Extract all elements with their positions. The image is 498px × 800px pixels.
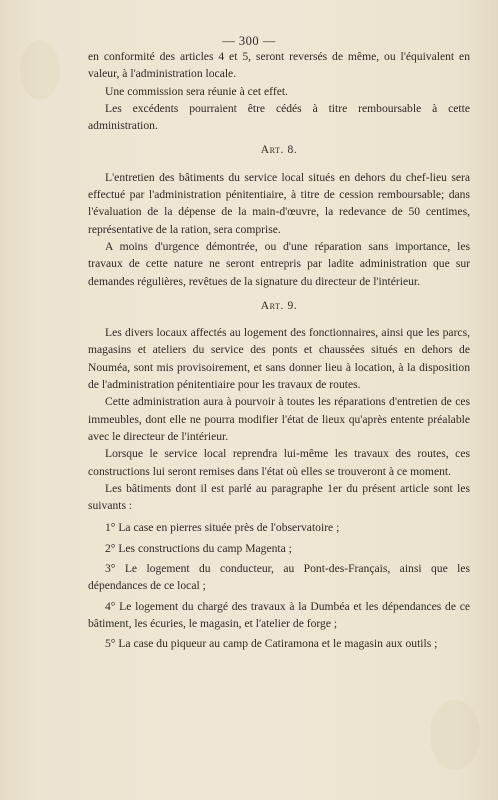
paragraph: Cette administration aura à pourvoir à toutes les réparations d'entretien de ces immeubles, dont elle ne pourra modifier l'état de lieux qu'après entente préalable avec le directeur de l'intérieur.	[88, 395, 470, 443]
list-item: 2° Les constructions du camp Magenta ;	[105, 541, 292, 555]
paragraph: Les divers locaux affectés au logement des fonctionnaires, ainsi que les parcs, magasins et ateliers du service des ponts et chaussées situés en dehors de Nouméa, sont mis provisoirement, et sans donner lieu à location, à la disposition de l'administration pénitentiaire pour les travaux de routes.	[88, 326, 470, 392]
paragraph: L'entretien des bâtiments du service local situés en dehors du chef-lieu sera effectué par l'administration pénitentiaire, à titre de cession remboursable; dans l'évaluation de la dépense de la main-d'œuvre, la redevance de 50 centimes, représentative de la ration, sera comprise.	[88, 170, 470, 236]
paragraph: Lorsque le service local reprendra lui-même les travaux des routes, ces constructions lui seront remises dans l'état où elles se trouveront à ce moment.	[88, 447, 470, 478]
list-item: 1° La case en pierres située près de l'observatoire ;	[105, 521, 340, 535]
article-heading: Art. 8.	[260, 144, 298, 157]
list-item: 5° La case du piqueur au camp de Catiramona et le magasin aux outils ;	[105, 637, 438, 651]
article-heading: Art. 9.	[260, 299, 298, 312]
page-number: — 300 —	[222, 34, 276, 48]
body-text	[88, 48, 470, 656]
paragraph: Une commission sera réunie à cet effet.	[105, 84, 288, 98]
paper-stain	[430, 700, 480, 770]
list-item: 3° Le logement du conducteur, au Pont-des-Français, ainsi que les dépendances de ce local ;	[88, 562, 470, 593]
paragraph: Les excédents pourraient être cédés à titre remboursable à cette administration.	[88, 101, 470, 133]
paragraph: A moins d'urgence démontrée, ou d'une réparation sans importance, les travaux de cette nature ne seront entrepris par ladite administration que sur demandes régulières, revêtues de la signature du directeur de l'intérieur.	[88, 239, 470, 288]
paper-stain	[20, 40, 60, 100]
paragraph: en conformité des articles 4 et 5, seront reversés de même, ou l'équivalent en valeur, à l'administration locale.	[88, 50, 470, 81]
paragraph: Les bâtiments dont il est parlé au paragraphe 1er du présent article sont les suivants :	[88, 481, 470, 513]
list-item: 4° Le logement du chargé des travaux à la Dumbéa et les dépendances de ce bâtiment, les écuries, le magasin, et l'atelier de forge ;	[88, 599, 470, 630]
